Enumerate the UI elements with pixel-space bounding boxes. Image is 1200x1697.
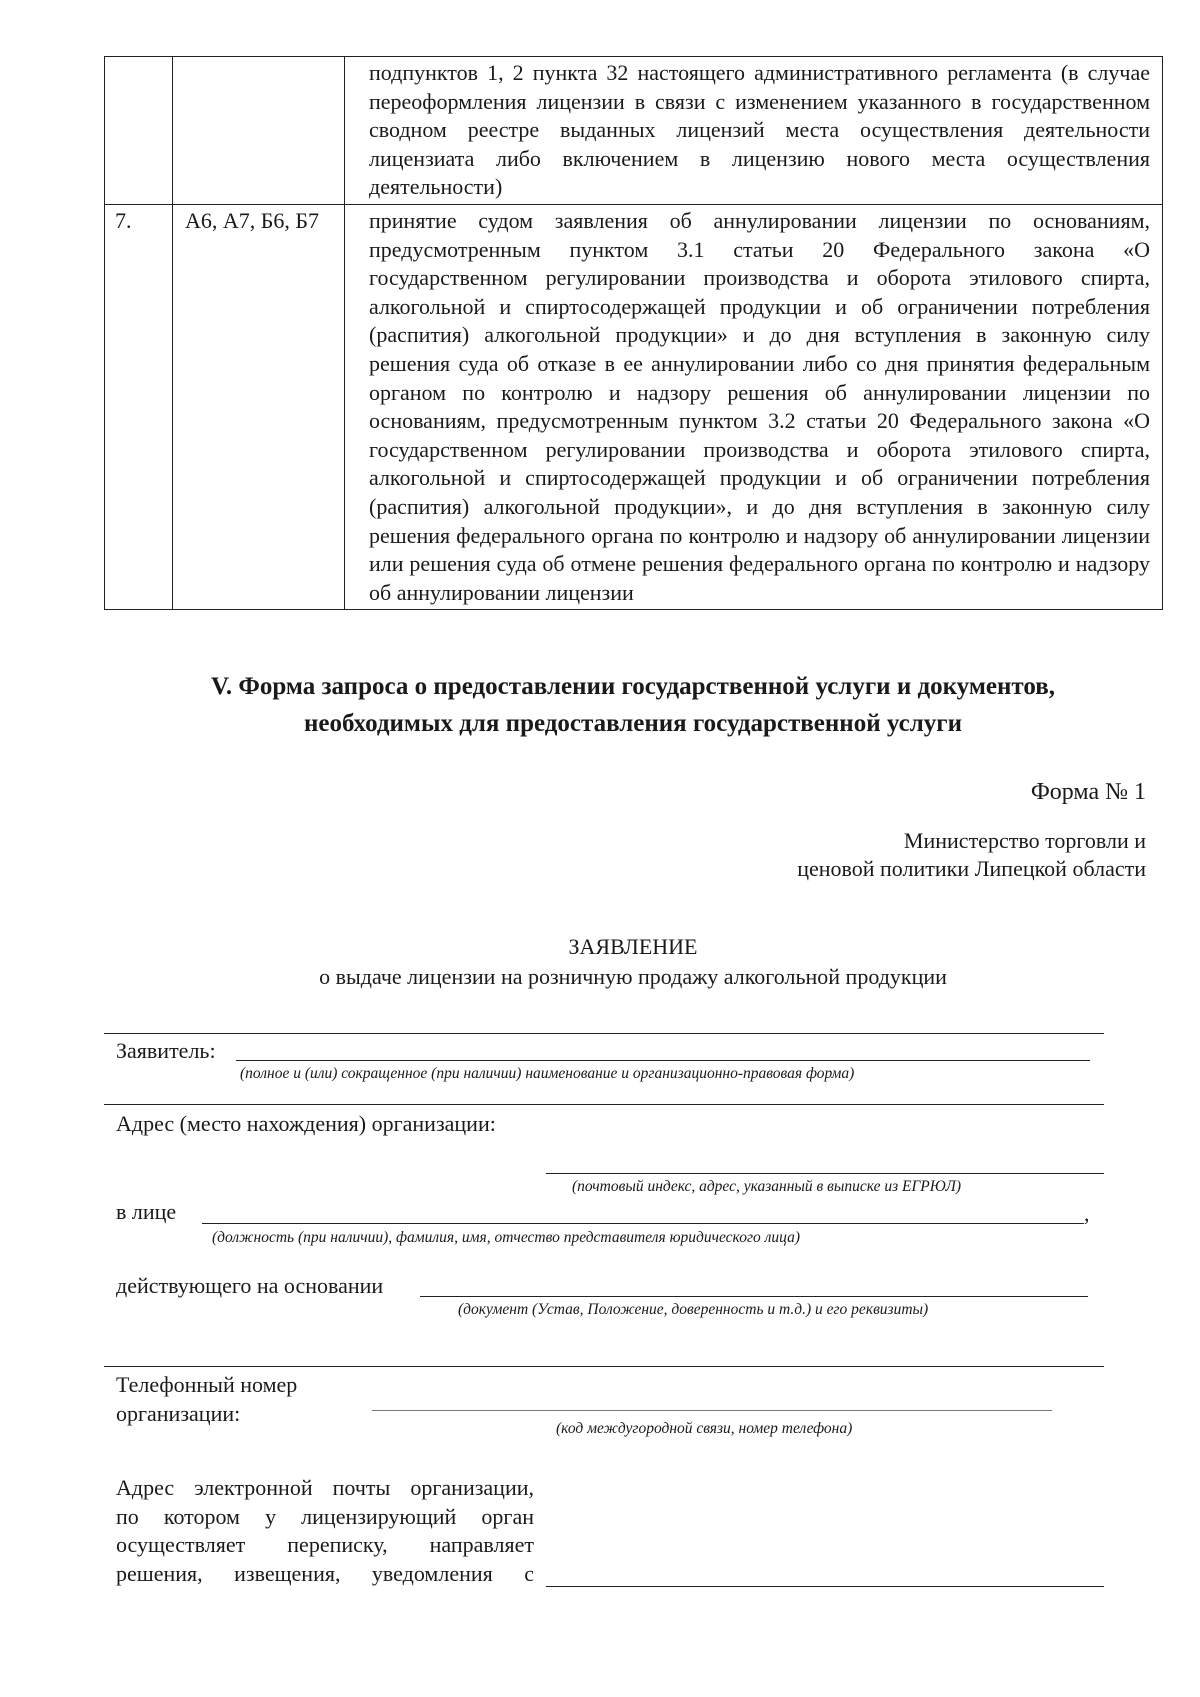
divider — [104, 1104, 1104, 1105]
email-label — [116, 1474, 534, 1588]
email-label-line-3: осуществляет переписку, направляет — [116, 1532, 534, 1557]
section-heading-line-1: V. Форма запроса о предоставлении государственной услуги и документов, — [211, 673, 1055, 700]
email-label-line-1: Адрес электронной почты организации, — [116, 1475, 534, 1500]
applicant-field[interactable] — [236, 1060, 1090, 1061]
phone-hint: (код междугородной связи, номер телефона) — [556, 1420, 853, 1437]
person-label: в лице — [116, 1199, 177, 1224]
row-number — [105, 57, 173, 205]
person-comma: , — [1084, 1201, 1090, 1226]
applicant-label: Заявитель: — [116, 1038, 216, 1063]
statement-title: ЗАЯВЛЕНИЕ — [568, 934, 698, 959]
basis-field[interactable] — [420, 1296, 1088, 1297]
basis-hint: (документ (Устав, Положение, доверенность и т.д.) и его реквизиты) — [458, 1301, 929, 1318]
basis-label: действующего на основании — [116, 1273, 384, 1298]
row-codes: А6, А7, Б6, Б7 — [173, 204, 345, 609]
regulation-table — [104, 56, 1163, 610]
address-field[interactable] — [546, 1173, 1104, 1174]
phone-label — [116, 1370, 297, 1428]
statement-subtitle: о выдаче лицензии на розничную продажу алкогольной продукции — [319, 964, 947, 989]
addressee-line-2: ценовой политики Липецкой области — [797, 856, 1146, 881]
addressee-line-1: Министерство торговли и — [903, 828, 1146, 853]
row-text: принятие судом заявления об аннулировании лицензии по основаниям, предусмотренным пунктом 3.1 статьи 20 Федерального закона «О государственном регулировании производства и оборота этилового спирта, алкогольной и спиртосодержащей продукции и об ограничении потребления (распития) алкогольной продукции» и до дня вступления в законную силу решения суда об отказе в ее аннулировании либо со дня принятия федеральным органом по контролю и надзору решения об аннулировании лицензии по основаниям, предусмотренным пунктом 3.2 статьи 20 Федерального закона «О государственном регулировании производства и оборота этилового спирта, алкогольной и спиртосодержащей продукции и об ограничении потребления (распития) алкогольной продукции», и до дня вступления в законную силу решения федерального органа по контролю и надзору об аннулировании лицензии или решения суда об отмене решения федерального органа по контролю и надзору об аннулировании лицензии — [345, 204, 1163, 609]
phone-field[interactable] — [372, 1410, 1052, 1411]
phone-label-line-2: организации: — [116, 1401, 241, 1426]
row-number: 7. — [105, 204, 173, 609]
table-row — [105, 204, 1163, 609]
person-hint: (должность (при наличии), фамилия, имя, отчество представителя юридического лица) — [212, 1229, 800, 1246]
section-heading-line-2: необходимых для предоставления государственной услуги — [304, 710, 962, 737]
phone-label-line-1: Телефонный номер — [116, 1372, 298, 1397]
person-field[interactable] — [202, 1223, 1084, 1224]
table-row — [105, 57, 1163, 205]
divider — [104, 1033, 1104, 1034]
email-label-line-2: по котором у лицензирующий орган — [116, 1503, 534, 1529]
address-label: Адрес (место нахождения) организации: — [116, 1111, 496, 1136]
form-number: Форма № 1 — [1030, 779, 1146, 805]
email-label-line-4: решения, извещения, уведомления с — [116, 1560, 534, 1586]
section-heading — [104, 668, 1162, 742]
address-hint: (почтовый индекс, адрес, указанный в выписке из ЕГРЮЛ) — [572, 1178, 962, 1195]
statement-heading — [104, 932, 1162, 992]
applicant-hint: (полное и (или) сокращенное (при наличии) наименование и организационно-правовая форма) — [240, 1065, 855, 1082]
divider — [104, 1366, 1104, 1367]
addressee — [600, 827, 1146, 883]
row-codes — [173, 57, 345, 205]
row-text: подпунктов 1, 2 пункта 32 настоящего административного регламента (в случае переоформления лицензии в связи с изменением указанного в государственном сводном реестре выданных лицензий места осуществления деятельности лицензиата либо включением в лицензию нового места осуществления деятельности) — [345, 57, 1163, 205]
email-field[interactable] — [546, 1586, 1104, 1587]
